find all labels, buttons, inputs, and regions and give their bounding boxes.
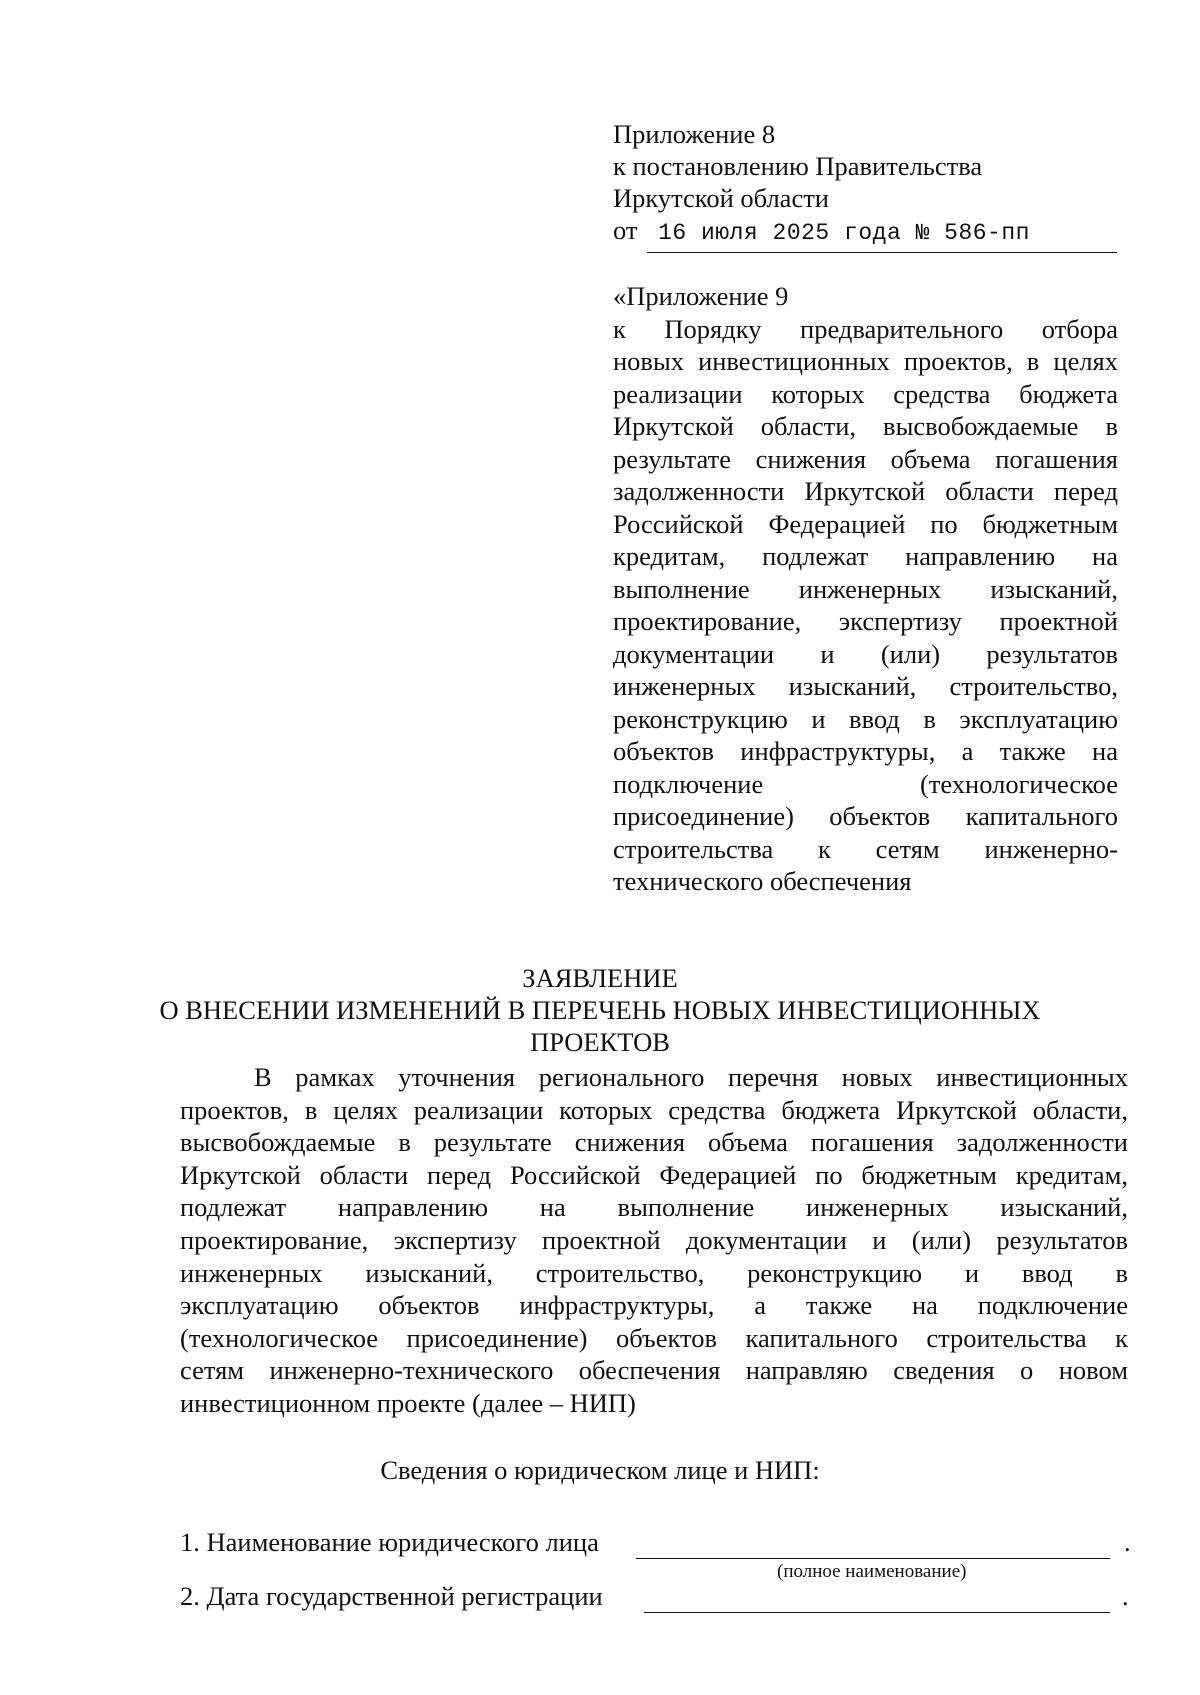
section-heading: Сведения о юридическом лице и НИП: <box>380 1455 820 1485</box>
body-line: сетям инженерно-технического обеспечения направляю сведения о новом <box>180 1355 1128 1386</box>
body-line: проектов, в целях реализации которых средства бюджета Иркутской области, <box>180 1094 1128 1125</box>
field-1-label: 1. Наименование юридического лица <box>180 1527 599 1557</box>
appendix-9-line: «Приложение 9 <box>613 281 789 311</box>
appendix-9-line: реализации которых средства бюджета <box>613 378 1118 409</box>
appendix-8-date-line <box>613 214 1030 249</box>
appendix-8-title: Приложение 8 <box>613 119 776 149</box>
appendix-9-line: инженерных изысканий, строительство, <box>613 671 1118 701</box>
field-1-hint: (полное наименование) <box>777 1561 967 1582</box>
document-title: ЗАЯВЛЕНИЕ <box>522 963 678 993</box>
registration-date-field[interactable] <box>644 1612 1110 1613</box>
document-title-line-3: ПРОЕКТОВ <box>530 1027 670 1057</box>
appendix-9-line: Российской Федерацией по бюджетным <box>613 508 1118 539</box>
field-1-end: . <box>1124 1527 1131 1557</box>
body-line: В рамках уточнения регионального перечня новых инвестиционных <box>254 1062 1128 1092</box>
appendix-9-line: выполнение инженерных изысканий, <box>613 573 1118 604</box>
appendix-9-line: к Порядку предварительного отбора <box>613 313 1118 344</box>
appendix-9-line: реконструкцию и ввод в эксплуатацию <box>613 703 1118 734</box>
appendix-9-line: результате снижения объема погашения <box>613 443 1118 474</box>
appendix-9-line: задолженности Иркутской области перед <box>613 476 1118 506</box>
appendix-9-line: присоединение) объектов капитального <box>613 801 1118 831</box>
resolution-date-number: 16 июля 2025 года № 586-пп <box>658 220 1030 246</box>
appendix-9-line: кредитам, подлежат направлению на <box>613 541 1118 571</box>
appendix-9-line: технического обеспечения <box>613 866 912 896</box>
appendix-9-block <box>613 280 1118 898</box>
date-prefix: от <box>613 215 638 245</box>
appendix-8-region: Иркутской области <box>613 183 829 213</box>
appendix-9-line: строительства к сетям инженерно- <box>613 833 1118 864</box>
body-line: проектирование, экспертизу проектной документации и (или) результатов <box>180 1224 1128 1255</box>
body-line: инженерных изысканий, строительство, реконструкцию и ввод в <box>180 1257 1128 1288</box>
field-2-label: 2. Дата государственной регистрации <box>180 1581 603 1611</box>
body-line: подлежат направлению на выполнение инженерных изысканий, <box>180 1192 1128 1223</box>
field-2-end: . <box>1122 1581 1129 1611</box>
document-title-line-2: О ВНЕСЕНИИ ИЗМЕНЕНИЙ В ПЕРЕЧЕНЬ НОВЫХ ИНВЕСТИЦИОННЫХ <box>159 995 1041 1025</box>
body-line: (технологическое присоединение) объектов капитального строительства к <box>180 1322 1128 1353</box>
body-line: инвестиционном проекте (далее – НИП) <box>180 1387 636 1418</box>
body-line: эксплуатацию объектов инфраструктуры, а также на подключение <box>180 1290 1128 1321</box>
body-line: Иркутской области перед Российской Федерацией по бюджетным кредитам, <box>180 1159 1128 1190</box>
appendix-8-resolution: к постановлению Правительства <box>613 151 983 181</box>
appendix-9-line: Иркутской области, высвобождаемые в <box>613 411 1118 441</box>
date-underline <box>647 252 1117 253</box>
appendix-9-line: новых инвестиционных проектов, в целях <box>613 346 1118 376</box>
appendix-9-line: документации и (или) результатов <box>613 638 1118 669</box>
legal-entity-name-field[interactable] <box>636 1558 1110 1559</box>
appendix-9-line: подключение (технологическое <box>613 768 1118 799</box>
appendix-9-line: объектов инфраструктуры, а также на <box>613 736 1118 766</box>
body-paragraph <box>180 1061 1128 1420</box>
appendix-9-line: проектирование, экспертизу проектной <box>613 606 1118 636</box>
body-line: высвобождаемые в результате снижения объема погашения задолженности <box>180 1127 1128 1158</box>
